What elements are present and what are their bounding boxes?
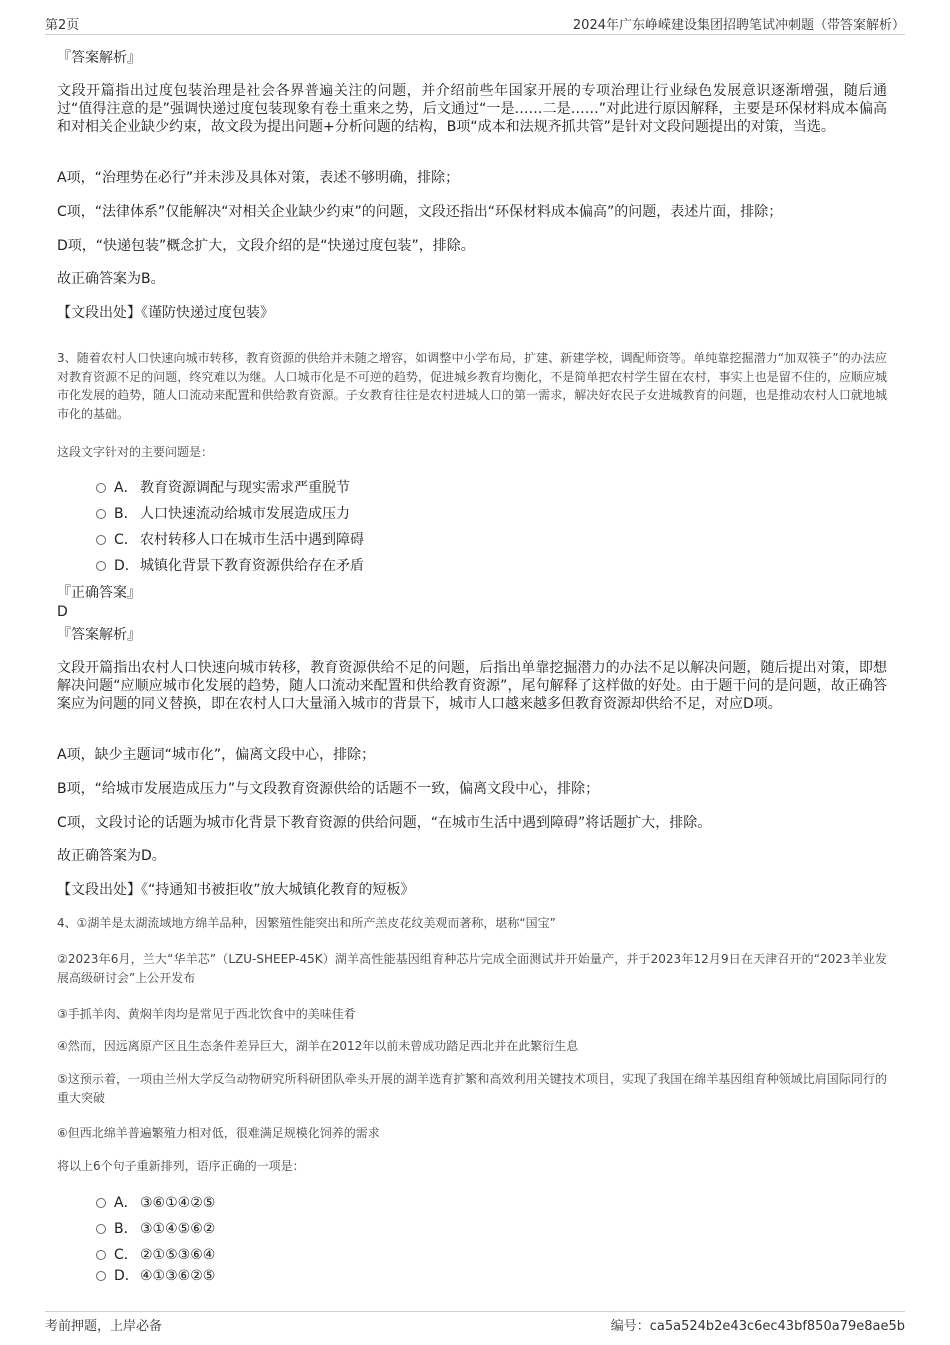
q3-answer: D [57, 604, 68, 620]
q2-option-a-analysis: A项，“治理势在必行”并未涉及具体对策，表述不够明确，排除； [57, 170, 460, 186]
q3-answer-heading: 『正确答案』 [57, 585, 141, 601]
q3-stem: 3、随着农村人口快速向城市转移，教育资源的供给并未随之增容，如调整中小学布局，扩建、新建学校，调配师资等。单纯靠挖掘潜力“加双筷子”的办法应对教育资源不足的问题，终究难以为继。人口城市化是不可逆的趋势，促进城乡教育均衡化，不是简单把农村学生留在农村，事实上也是留不住的，应顺应城市化发展的趋势，随人口流动来配置和供给教育资源。子女教育往往是农村进城人口的第一需求，解决好农民子女进城教育的问题，也是推动农村人口就地城市化的基础。 [57, 351, 887, 421]
radio-icon[interactable] [96, 509, 106, 519]
footer-slogan: 考前押题，上岸必备 [45, 1319, 163, 1334]
q3-option-c-analysis: C项，文段讨论的话题为城市化背景下教育资源的供给问题，“在城市生活中遇到障碍”将话题扩大，排除。 [57, 815, 712, 831]
q2-option-d-analysis: D项，“快递包装”概念扩大，文段介绍的是“快递过度包装”，排除。 [57, 238, 475, 254]
q2-source: 【文段出处】《谨防快递过度包装》 [57, 305, 274, 321]
radio-icon[interactable] [96, 535, 106, 545]
page-header [45, 14, 905, 35]
q4-question: 将以上6个句子重新排列，语序正确的一项是： [57, 1159, 305, 1173]
q3-option-b-analysis: B项，“给城市发展造成压力”与文段教育资源供给的话题不一致，偏离文段中心，排除； [57, 781, 600, 797]
q4-sentence-6: ⑥但西北绵羊普遍繁殖力相对低，很难满足规模化饲养的需求 [57, 1126, 380, 1140]
q4-option-b[interactable]: B． ③①④⑤⑥② [96, 1220, 215, 1238]
document-title: 2024年广东峥嵘建设集团招聘笔试冲刺题（带答案解析） [572, 18, 905, 33]
q3-option-a-analysis: A项，缺少主题词“城市化”，偏离文段中心，排除； [57, 747, 376, 763]
q4-option-a[interactable]: A． ③⑥①④②⑤ [96, 1194, 215, 1212]
q4-sentence-4: ④然而，因远离原产区且生态条件差异巨大，湖羊在2012年以前未曾成功踏足西北并在此繁衍生息 [57, 1039, 579, 1053]
q4-option-d[interactable]: D．④①③⑥②⑤ [96, 1267, 215, 1285]
q2-analysis-heading: 『答案解析』 [57, 50, 141, 66]
radio-icon[interactable] [96, 561, 106, 571]
document-id: 编号：ca5a524b2e43c6ec43bf850a79e8ae5b [610, 1319, 905, 1334]
radio-icon[interactable] [96, 1250, 106, 1260]
q3-analysis-heading: 『答案解析』 [57, 627, 141, 643]
page-footer [45, 1311, 905, 1337]
q2-conclusion: 故正确答案为B。 [57, 271, 165, 287]
radio-icon[interactable] [96, 483, 106, 493]
q3-question: 这段文字针对的主要问题是： [57, 445, 214, 459]
q4-sentence-3: ③手抓羊肉、黄焖羊肉均是常见于西北饮食中的美味佳肴 [57, 1007, 356, 1021]
q3-option-a[interactable]: A． 教育资源调配与现实需求严重脱节 [96, 479, 350, 497]
q3-option-d[interactable]: D．城镇化背景下教育资源供给存在矛盾 [96, 557, 364, 575]
q4-sentence-2: ②2023年6月，兰大“华羊芯”（LZU-SHEEP-45K）湖羊高性能基因组育种芯片完成全面测试并开始量产，并于2023年12月9日在天津召开的“2023羊业发展高级研讨会”上公开发布 [57, 952, 887, 985]
q4-option-c[interactable]: C． ②①⑤③⑥④ [96, 1246, 215, 1264]
radio-icon[interactable] [96, 1198, 106, 1208]
q2-analysis-text: 文段开篇指出过度包装治理是社会各界普遍关注的问题，并介绍前些年国家开展的专项治理让行业绿色发展意识逐渐增强，随后通过“值得注意的是”强调快递过度包装现象有卷土重来之势，后文通过“一是……二是……”对此进行原因解释，主要是环保材料成本偏高和对相关企业缺少约束，故文段为提出问题+分析问题的结构，B项“成本和法规齐抓共管”是针对文段问题提出的对策，当选。 [57, 83, 887, 135]
q4-sentence-1: 4、①湖羊是太湖流域地方绵羊品种，因繁殖性能突出和所产羔皮花纹美观而著称，堪称“国宝” [57, 916, 556, 930]
q3-analysis-text: 文段开篇指出农村人口快速向城市转移，教育资源供给不足的问题，后指出单靠挖掘潜力的办法不足以解决问题，随后提出对策，即想解决问题“应顺应城市化发展的趋势，随人口流动来配置和供给教育资源”，尾句解释了这样做的好处。由于题干问的是问题，故正确答案应为问题的同义替换，即在农村人口大量涌入城市的背景下，城市人口越来越多但教育资源却供给不足，对应D项。 [57, 660, 887, 712]
q2-option-c-analysis: C项，“法律体系”仅能解决“对相关企业缺少约束”的问题，文段还指出“环保材料成本偏高”的问题，表述片面，排除； [57, 204, 783, 220]
q3-conclusion: 故正确答案为D。 [57, 848, 166, 864]
q3-source: 【文段出处】《“持通知书被拒收”放大城镇化教育的短板》 [57, 882, 415, 898]
radio-icon[interactable] [96, 1224, 106, 1234]
q3-option-c[interactable]: C． 农村转移人口在城市生活中遇到障碍 [96, 531, 364, 549]
page-number: 第2页 [45, 18, 80, 33]
q4-sentence-5: ⑤这预示着，一项由兰州大学反刍动物研究所科研团队牵头开展的湖羊选育扩繁和高效利用关键技术项目，实现了我国在绵羊基因组育种领域比肩国际同行的重大突破 [57, 1072, 887, 1105]
q3-option-b[interactable]: B． 人口快速流动给城市发展造成压力 [96, 505, 350, 523]
radio-icon[interactable] [96, 1271, 106, 1281]
